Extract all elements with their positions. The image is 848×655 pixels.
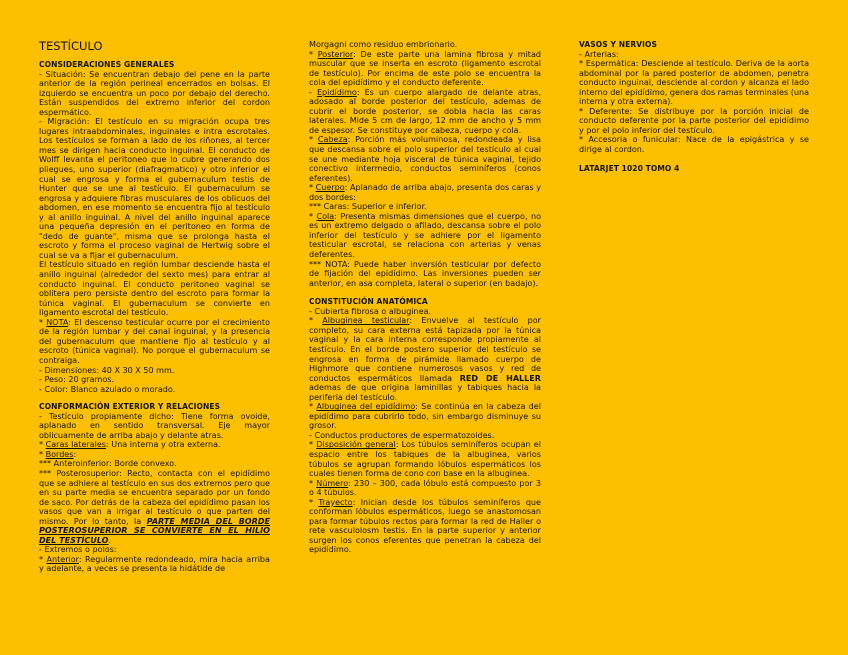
paragraph-posterior: * Posterior: De este parte una lamina fibrosa y mitad muscular que se inserta en escroto (ligamento escrotal de testículo). Por encima de este polo se encuentra la cola del epidídimo y el conducto deferente. — [309, 49, 541, 88]
paragraph-posterosuperior: *** Posterosuperior: Recto, contacta con el epidídimo que se adhiere al testículo en sus dos extremos pero que en su parte media se encuentra separado por un fondo de saco. Por detrás de la cabeza del epidídimo pasan los vasos que van a irrigar al testículo o que parten del mismo. Por lo tanto, la PARTE MEDIA DEL BORDE POSTEROSUPERIOR SE CONVIERTE EN EL HILIO DEL TESTÍCULO. — [39, 468, 271, 545]
paragraph-albuginea: * Albuginea testicular: Envuelve al testículo por completo, su cara externa está tapizada por la túnica vaginal y la cara interna corresponde propiamente al testículo. En el borde postero superior del testículo se engrosa en forma de pirámide llamado cuerpo de Highmore que contiene numerosos vasos y red de conductos espermáticos llamada RED DE HALLER ademas de que origina laminillas y tabiques hacia la periferia del testículo. — [309, 316, 541, 402]
paragraph-anteroinferior: *** Anteroinferior: Borde convexo. — [39, 459, 177, 469]
paragraph-arterias: - Arterias: — [579, 49, 619, 59]
paragraph-cola: * Cola: Presenta mismas dimensiones que el cuerpo, no es un extremo delgado o afilado, descansa sobre el polo inferior del testículo y se adhiere por el ligamento testicular escrotal, se relaciona con arterias y venas deferentes. — [309, 211, 541, 260]
column-2 — [309, 40, 541, 555]
page-title: TESTÍCULO — [39, 39, 103, 53]
column-1 — [39, 40, 270, 574]
paragraph-dimensiones: - Dimensiones: 40 X 30 X 50 mm. — [39, 365, 175, 375]
paragraph-migracion: - Migración: El testículo en su migración ocupa tres lugares intraabdominales, inguinales e intra escrotales. Los testículos se forman a lado de los riñones, al tercer mes se dirigen hacia conducto inguinal. El conducto de Wolff levanta el peritoneo que lo cubre generando dos pliegues, uno superior (diafragmatico) y otro inferior el cual se engrosa y forma el gubernaculum testis de Hunter que se une al testículo. El gubernaculum se engrosa y adquiere fibras musculares de los oblicuos del abdomen, en ese momento se encuentra fijo al testículo y al anillo inguinal. A nivel del anillo inguinal aparece una pequeña depresión en el peritoneo en forma de "dedo de guante", misma que se prolonga hasta el escroto y forma el proceso vaginal de Hertwig sobre el cual se va a fijar el gubernaculum. — [39, 117, 270, 260]
paragraph-bordes: * Bordes: — [39, 449, 77, 459]
paragraph-peso: - Peso: 20 gramos. — [39, 375, 115, 385]
paragraph-nota-inversion: *** NOTA: Puede haber inversión testicular por defecto de fijación del epidídimo. Las inversiones pueden ser anterior, en asa completa, lateral o superior (en badajo). — [309, 259, 541, 288]
section-heading-conformacion: CONFORMACIÓN EXTERIOR Y RELACIONES — [39, 402, 221, 412]
paragraph-color: - Color: Blanco azulado o morado. — [39, 384, 176, 394]
paragraph-situacion: - Situación: Se encuentran debajo del pene en la parte anterior de la región perineal encerrados en bolsas. El izquierdo se encuentra un poco por debajo del derecho. Están suspendidos del extremo inferior del cordon espermático. — [39, 69, 270, 117]
paragraph-accesoria: * Accesoria o funicular: Nace de la epigástrica y se dirige al cordon. — [579, 135, 809, 155]
paragraph-cubierta: - Cubierta fibrosa o albuginea. — [309, 306, 432, 316]
paragraph-espermatica: * Espermática: Desciende al testículo. Deriva de la aorta abdominal por la pared posterior de abdomen, penetra conducto inguinal, desciende al cordon y alcanza el lado interno del epidídimo, genera dos ramas terminales (una interna y otra externa). — [579, 59, 809, 107]
paragraph-anterior: * Anterior: Regularmente redondeado, mira hacia arriba y adelante, a veces se presenta la hidátide de — [39, 554, 270, 574]
column-3 — [579, 40, 809, 173]
paragraph-conductos: - Conductos productores de espermatozoides. — [309, 430, 495, 440]
paragraph-testiculo: - Testículo propiamente dicho: Tiene forma ovoide, aplanado en sentido transversal. Eje mayor oblicuamente de arriba abajo y delante atras. — [39, 411, 270, 440]
paragraph-caras: * Caras laterales: Una interna y otra externa. — [39, 440, 221, 450]
paragraph-epididimo: - Epidídimo: Es un cuerpo alargado de delante atras, adosado al borde posterior del testículo, ademas de cubrir el borde posterior, se dobla hacia las caras laterales. Mide 5 cm de largo, 12 mm de ancho y 5 mm de espesor. Se constituye por cabeza, cuerpo y cola. — [309, 87, 542, 135]
paragraph-numero: * Número: 230 – 300, cada lóbulo está compuesto por 3 o 4 túbulos. — [309, 478, 541, 498]
section-heading-general: CONSIDERACIONES GENERALES — [39, 60, 175, 69]
paragraph-albuginea-epididimo: * Albuginea del epidídimo: Se continúa en la cabeza del epidídimo para cubrirlo todo, sin embargo disminuye su grosor. — [309, 402, 541, 431]
paragraph-extremos: - Extremos o polos: — [39, 545, 117, 555]
paragraph-caras-sup: *** Caras: Superior e inferior. — [309, 202, 427, 212]
paragraph-lumbar: El testículo situado en región lumbar desciende hasta el anillo inguinal (alrededor del sexto mes) para entrar al conducto inguinal. El conducto peritoneo vaginal se oblitera pero persiste dentro del escroto para formar la túnica vaginal. El gubernaculum se convierte en ligamento escrotal del testículo. — [39, 260, 270, 318]
paragraph-morgagni: Morgagni como residuo embrionario. — [309, 40, 458, 49]
paragraph-nota: * NOTA: El descenso testicular ocurre por el crecimiento de la región lumbar y del canal inguinal, y la presencia del gubernaculum que mantiene fijo al testículo y al escroto (túnica vaginal). No porque el gubernaculum se contraiga. — [39, 317, 270, 365]
paragraph-disposicion: * Disposición general: Los túbulos seminíferos ocupan el espacio entre los tabiques de la albuginea, varios túbulos se agrupan formando lóbulos espermáticos los cuales tienen forma de cono con base en la albuginea. — [309, 440, 541, 479]
paragraph-trayecto: * Trayecto: Inician desde los túbulos seminíferos que conforman lóbulos espermáticos, luego se anastomosan para formar túbulos rectos para formar la red de Haller o rete vasculolosm testis. En la parte superior y anterior surgen los conos eferentes que penetran la cabeza del epidídimo. — [309, 497, 541, 555]
section-heading-constitucion: CONSTITUCIÓN ANATÓMICA — [309, 297, 428, 307]
reference-citation: LATARJET 1020 TOMO 4 — [579, 163, 680, 173]
paragraph-deferente: * Deferente: Se distribuye por la porción inicial de conducto deferente por la parte posterior del epidídimo y por el polo inferior del testículo. — [579, 106, 809, 135]
section-heading-vasos: VASOS Y NERVIOS — [579, 40, 657, 49]
paragraph-cuerpo: * Cuerpo: Aplanado de arriba abajo, presenta dos caras y dos bordes: — [309, 183, 541, 202]
paragraph-cabeza: * Cabeza: Porción más voluminosa, redondeada y lisa que descansa sobre el polo superior del testículo al cual se une mediante hoja visceral de túnica vaginal, tejido conectivo intermedio, conductos seminíferos (conos eferentes). — [309, 135, 541, 183]
